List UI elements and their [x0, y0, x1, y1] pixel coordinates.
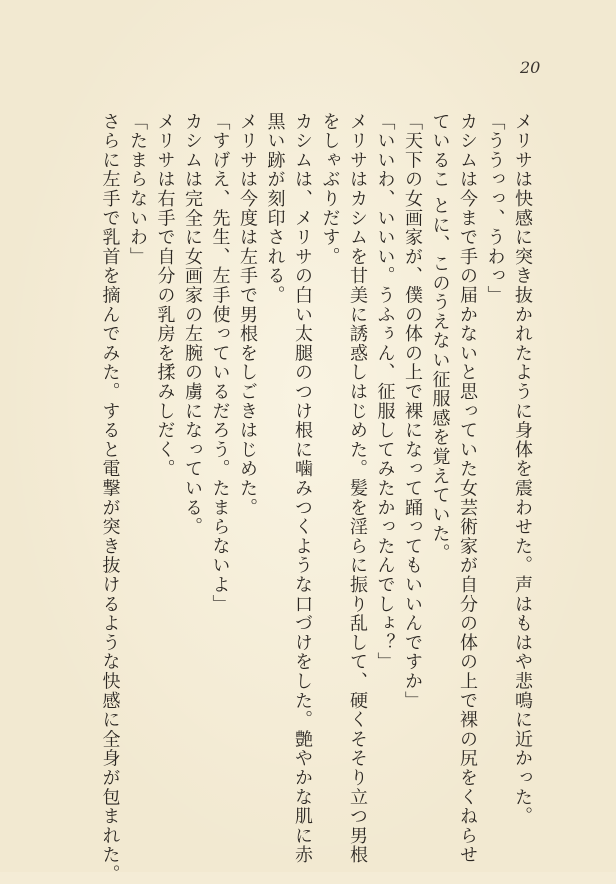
page-number: 20 [520, 58, 541, 77]
text-line-3: カシムは今まで手の届かないと思っていた女芸術家が自分の体の上で裸の尻をくねらせ [457, 112, 478, 865]
text-line-6: 「いいわ、いいい。うふぅん、征服してみたかったんでしょ？」 [374, 112, 396, 672]
text-line-16: さらに左手で乳首を摘んでみた。すると電撃が突き抜けるような快感に全身が包まれた。 [99, 112, 121, 884]
text-line-15: 「たまらないわ」 [127, 112, 148, 267]
text-line-12: 「すげえ、先生、左手使っているだろう。たまらないよ」 [209, 112, 231, 614]
text-line-11: メリサは今度は左手で男根をしごきはじめた。 [237, 112, 258, 518]
text-line-5: 「天下の女画家が、僕の体の上で裸になって踊ってもいいんですか」 [402, 112, 423, 711]
body-text [96, 112, 536, 884]
text-line-4: ているこ とに、このうえない征服感を覚えていた。 [429, 112, 451, 563]
text-line-8: をしゃぶりだす。 [319, 112, 341, 267]
text-line-7: メリサはカシムを甘美に誘惑しはじめた。髪を淫らに振り乱して、硬くそそり立つ男根 [347, 112, 368, 865]
text-line-14: メリサは右手で自分の乳房を揉みしだく。 [154, 112, 176, 479]
text-line-10: 黒い跡が刻印される。 [264, 112, 286, 305]
text-line-1: メリサは快感に突き抜かれたように身体を震わせた。声はもはや悲鳴に近かった。 [512, 112, 533, 827]
text-line-2: 「ううっっ、うわっ」 [484, 112, 506, 305]
text-line-9: カシムは、メリサの白い太腿のつけ根に噛みつくような口づけをした。艶やかな肌に赤 [292, 112, 313, 865]
text-line-13: カシムは完全に女画家の左腕の虜になっている。 [182, 112, 203, 537]
